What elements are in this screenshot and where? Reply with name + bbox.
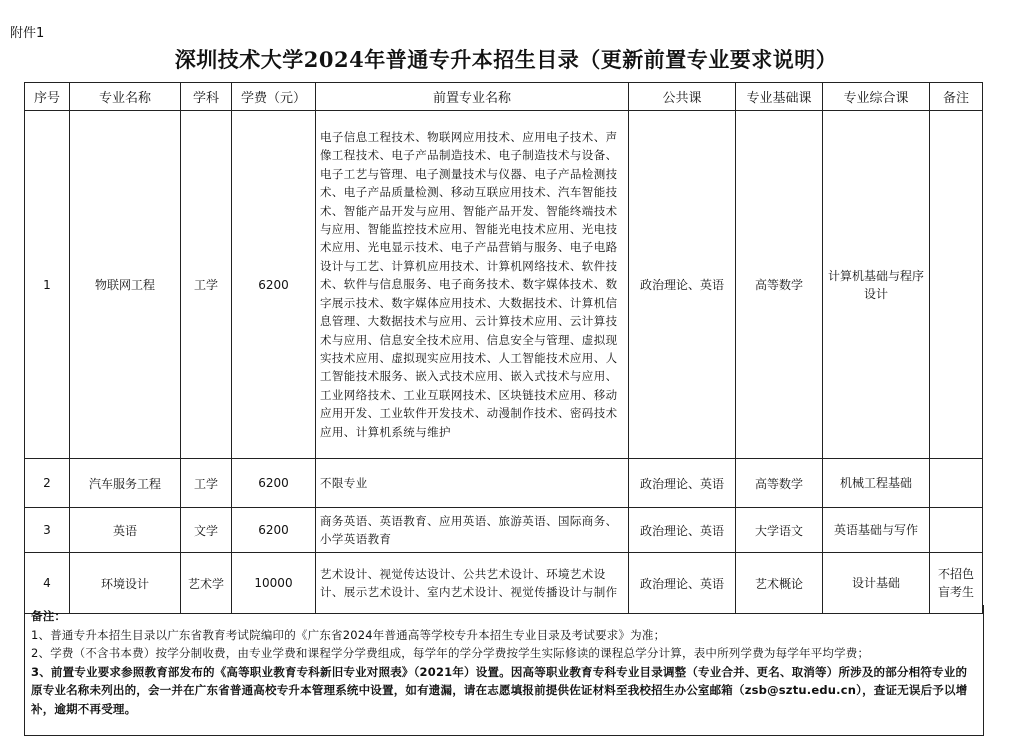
cell-no: 1 bbox=[25, 111, 70, 459]
cell-prereq: 不限专业 bbox=[316, 459, 629, 508]
header-fee: 学费（元） bbox=[232, 83, 316, 111]
cell-prereq: 商务英语、英语教育、应用英语、旅游英语、国际商务、小学英语教育 bbox=[316, 508, 629, 553]
attachment-label: 附件1 bbox=[10, 26, 45, 41]
header-remark: 备注 bbox=[930, 83, 983, 111]
cell-discipline: 工学 bbox=[181, 111, 232, 459]
cell-fee: 6200 bbox=[232, 111, 316, 459]
cell-fee: 10000 bbox=[232, 553, 316, 614]
table-row bbox=[25, 111, 983, 459]
cell-public: 政治理论、英语 bbox=[629, 553, 736, 614]
cell-fee: 6200 bbox=[232, 508, 316, 553]
header-no: 序号 bbox=[25, 83, 70, 111]
table-header-row bbox=[25, 83, 983, 111]
cell-no: 4 bbox=[25, 553, 70, 614]
cell-major: 环境设计 bbox=[70, 553, 181, 614]
cell-remark bbox=[930, 508, 983, 553]
enrollment-table bbox=[24, 82, 983, 614]
cell-basic: 高等数学 bbox=[736, 111, 823, 459]
note-item: 2、学费（不含书本费）按学分制收费，由专业学费和课程学分学费组成，每学年的学分学费按学生实际修读的课程总学分计算，表中所列学费为每学年平均学费； bbox=[31, 646, 870, 660]
header-major: 专业名称 bbox=[70, 83, 181, 111]
cell-comprehensive: 机械工程基础 bbox=[823, 459, 930, 508]
note-item: 1、普通专升本招生目录以广东省教育考试院编印的《广东省2024年普通高等学校专升本招生专业目录及考试要求》为准； bbox=[31, 627, 666, 642]
page-title: 深圳技术大学2024年普通专升本招生目录（更新前置专业要求说明） bbox=[174, 47, 838, 72]
cell-prereq: 电子信息工程技术、物联网应用技术、应用电子技术、声像工程技术、电子产品制造技术、电子制造技术与设备、电子工艺与管理、电子测量技术与仪器、电子产品检测技术、电子产品质量检测、移动互联应用技术、汽车智能技术、智能产品开发与应用、智能产品开发、智能终端技术与应用、智能监控技术应用、智能光电技术应用、光电技术应用、光电显示技术、电子产品营销与服务、电子电路设计与工艺、计算机应用技术、计算机网络技术、软件技术、软件与信息服务、电子商务技术、数字媒体技术、数字展示技术、数字媒体应用技术、大数据技术、计算机信息管理、大数据技术与应用、云计算技术应用、云计算技术与应用、信息安全技术应用、信息安全与管理、虚拟现实技术应用、虚拟现实应用技术、人工智能技术应用、人工智能技术服务、嵌入式技术应用、嵌入式技术与应用、工业网络技术、工业互联网技术、区块链技术应用、移动应用开发、工业软件开发技术、动漫制作技术、密码技术应用、计算机系统与维护 bbox=[316, 111, 629, 459]
cell-remark bbox=[930, 111, 983, 459]
cell-discipline: 艺术学 bbox=[181, 553, 232, 614]
header-discipline: 学科 bbox=[181, 83, 232, 111]
cell-public: 政治理论、英语 bbox=[629, 508, 736, 553]
cell-public: 政治理论、英语 bbox=[629, 459, 736, 508]
cell-discipline: 文学 bbox=[181, 508, 232, 553]
cell-basic: 高等数学 bbox=[736, 459, 823, 508]
note-item: 3、前置专业要求参照教育部发布的《高等职业教育专科新旧专业对照表》（2021年）设置。因高等职业教育专科专业目录调整（专业合并、更名、取消等）所涉及的部分相符专业的原专业名称未列出的，会一并在广东省普通高校专升本管理系统中设置，如有遗漏，请在志愿填报前提供佐证材料至我校招生办公室邮箱（zsb@sztu.edu.cn），查证无误后予以增补，逾期不再受理。 bbox=[31, 664, 968, 716]
cell-major: 英语 bbox=[70, 508, 181, 553]
cell-no: 3 bbox=[25, 508, 70, 553]
cell-basic: 大学语文 bbox=[736, 508, 823, 553]
notes-section bbox=[24, 605, 984, 736]
table-row bbox=[25, 508, 983, 553]
cell-comprehensive: 英语基础与写作 bbox=[823, 508, 930, 553]
cell-public: 政治理论、英语 bbox=[629, 111, 736, 459]
cell-remark bbox=[930, 459, 983, 508]
cell-prereq: 艺术设计、视觉传达设计、公共艺术设计、环境艺术设计、展示艺术设计、室内艺术设计、视觉传播设计与制作 bbox=[316, 553, 629, 614]
cell-basic: 艺术概论 bbox=[736, 553, 823, 614]
header-comprehensive: 专业综合课 bbox=[823, 83, 930, 111]
cell-comprehensive: 设计基础 bbox=[823, 553, 930, 614]
cell-remark: 不招色盲考生 bbox=[930, 553, 983, 614]
header-public: 公共课 bbox=[629, 83, 736, 111]
cell-no: 2 bbox=[25, 459, 70, 508]
header-prereq: 前置专业名称 bbox=[316, 83, 629, 111]
cell-discipline: 工学 bbox=[181, 459, 232, 508]
cell-comprehensive: 计算机基础与程序设计 bbox=[823, 111, 930, 459]
cell-major: 物联网工程 bbox=[70, 111, 181, 459]
header-basic: 专业基础课 bbox=[736, 83, 823, 111]
notes-heading: 备注： bbox=[31, 609, 67, 623]
table-row bbox=[25, 459, 983, 508]
cell-major: 汽车服务工程 bbox=[70, 459, 181, 508]
cell-fee: 6200 bbox=[232, 459, 316, 508]
